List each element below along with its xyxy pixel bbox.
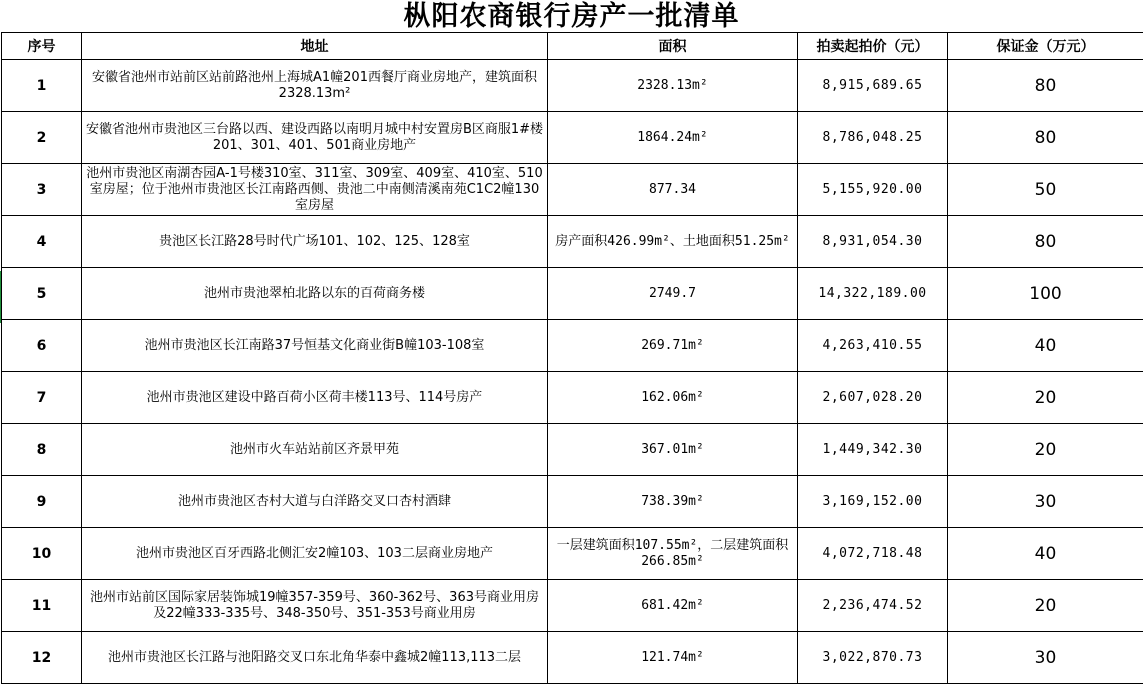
cell-price[interactable]: 4,263,410.55 [798,320,948,372]
header-seq[interactable]: 序号 [2,33,82,60]
cell-deposit[interactable]: 50 [948,164,1143,216]
cell-address[interactable]: 池州市贵池区长江南路37号恒基文化商业街B幢103-108室 [82,320,548,372]
cell-price[interactable]: 2,607,028.20 [798,372,948,424]
cell-price[interactable]: 8,915,689.65 [798,60,948,112]
cell-area[interactable]: 269.71m² [548,320,798,372]
table-row [2,60,1143,112]
table-row [2,580,1143,632]
cell-area[interactable]: 1864.24m² [548,112,798,164]
header-address[interactable]: 地址 [82,33,548,60]
cell-address[interactable]: 池州市站前区国际家居装饰城19幢357-359号、360-362号、363号商业用房及22幢333-335号、348-350号、351-353号商业用房 [82,580,548,632]
header-row [2,33,1143,60]
table-body [2,60,1143,684]
cell-address[interactable]: 池州市贵池区建设中路百荷小区荷丰楼113号、114号房产 [82,372,548,424]
cell-price[interactable]: 3,022,870.73 [798,632,948,684]
cell-price[interactable]: 1,449,342.30 [798,424,948,476]
cell-area[interactable]: 一层建筑面积107.55m²，二层建筑面积266.85m² [548,528,798,580]
cell-seq[interactable]: 5 [2,268,82,320]
cell-seq[interactable]: 11 [2,580,82,632]
cell-price[interactable]: 14,322,189.00 [798,268,948,320]
cell-price[interactable]: 8,931,054.30 [798,216,948,268]
header-area[interactable]: 面积 [548,33,798,60]
cell-seq[interactable]: 8 [2,424,82,476]
cell-address[interactable]: 池州市贵池区南湖杏园A-1号楼310室、311室、309室、409室、410室、510室房屋；位于池州市贵池区长江南路西侧、贵池二中南侧清溪南苑C1C2幢130室房屋 [82,164,548,216]
cell-deposit[interactable]: 30 [948,632,1143,684]
cell-deposit[interactable]: 80 [948,216,1143,268]
cell-price[interactable]: 3,169,152.00 [798,476,948,528]
cell-seq[interactable]: 1 [2,60,82,112]
cell-address[interactable]: 池州市火车站站前区齐景甲苑 [82,424,548,476]
cell-address[interactable]: 池州市贵池区百牙西路北侧汇安2幢103、103二层商业房地产 [82,528,548,580]
cell-address[interactable]: 安徽省池州市站前区站前路池州上海城A1幢201西餐厅商业房地产，建筑面积2328.13m² [82,60,548,112]
property-table [1,32,1143,684]
cell-address[interactable]: 安徽省池州市贵池区三台路以西、建设西路以南明月城中村安置房B区商服1#楼201、301、401、501商业房地产 [82,112,548,164]
cell-area[interactable]: 2328.13m² [548,60,798,112]
cell-deposit[interactable]: 20 [948,424,1143,476]
cell-deposit[interactable]: 30 [948,476,1143,528]
cell-deposit[interactable]: 100 [948,268,1143,320]
cell-address[interactable]: 池州市贵池区杏村大道与白洋路交叉口杏村酒肆 [82,476,548,528]
cell-deposit[interactable]: 20 [948,580,1143,632]
cell-deposit[interactable]: 80 [948,60,1143,112]
cell-address[interactable]: 池州市贵池翠柏北路以东的百荷商务楼 [82,268,548,320]
cell-price[interactable]: 2,236,474.52 [798,580,948,632]
cell-address[interactable]: 贵池区长江路28号时代广场101、102、125、128室 [82,216,548,268]
cell-seq[interactable]: 10 [2,528,82,580]
cell-deposit[interactable]: 40 [948,528,1143,580]
table-row [2,372,1143,424]
cell-deposit[interactable]: 20 [948,372,1143,424]
header-price[interactable]: 拍卖起拍价（元） [798,33,948,60]
cell-price[interactable]: 8,786,048.25 [798,112,948,164]
cell-price[interactable]: 5,155,920.00 [798,164,948,216]
cell-deposit[interactable]: 40 [948,320,1143,372]
table-row [2,164,1143,216]
cell-area[interactable]: 681.42m² [548,580,798,632]
header-deposit[interactable]: 保证金（万元） [948,33,1143,60]
cell-seq[interactable]: 4 [2,216,82,268]
cell-area[interactable]: 2749.7 [548,268,798,320]
cell-area[interactable]: 367.01m² [548,424,798,476]
table-row [2,424,1143,476]
table-row [2,476,1143,528]
table-row [2,112,1143,164]
cell-deposit[interactable]: 80 [948,112,1143,164]
page-title: 枞阳农商银行房产一批清单 [403,1,740,32]
cell-area[interactable]: 121.74m² [548,632,798,684]
cell-seq[interactable]: 2 [2,112,82,164]
cell-area[interactable]: 877.34 [548,164,798,216]
cell-seq[interactable]: 7 [2,372,82,424]
cell-seq[interactable]: 6 [2,320,82,372]
table-row [2,216,1143,268]
table-row [2,528,1143,580]
table-row [2,320,1143,372]
cell-area[interactable]: 房产面积426.99m²、土地面积51.25m² [548,216,798,268]
cell-seq[interactable]: 3 [2,164,82,216]
cell-price[interactable]: 4,072,718.48 [798,528,948,580]
cell-seq[interactable]: 12 [2,632,82,684]
cell-area[interactable]: 162.06m² [548,372,798,424]
cell-address[interactable]: 池州市贵池区长江路与池阳路交叉口东北角华泰中鑫城2幢113,113二层 [82,632,548,684]
table-row [2,268,1143,320]
cell-seq[interactable]: 9 [2,476,82,528]
cell-area[interactable]: 738.39m² [548,476,798,528]
table-row [2,632,1143,684]
